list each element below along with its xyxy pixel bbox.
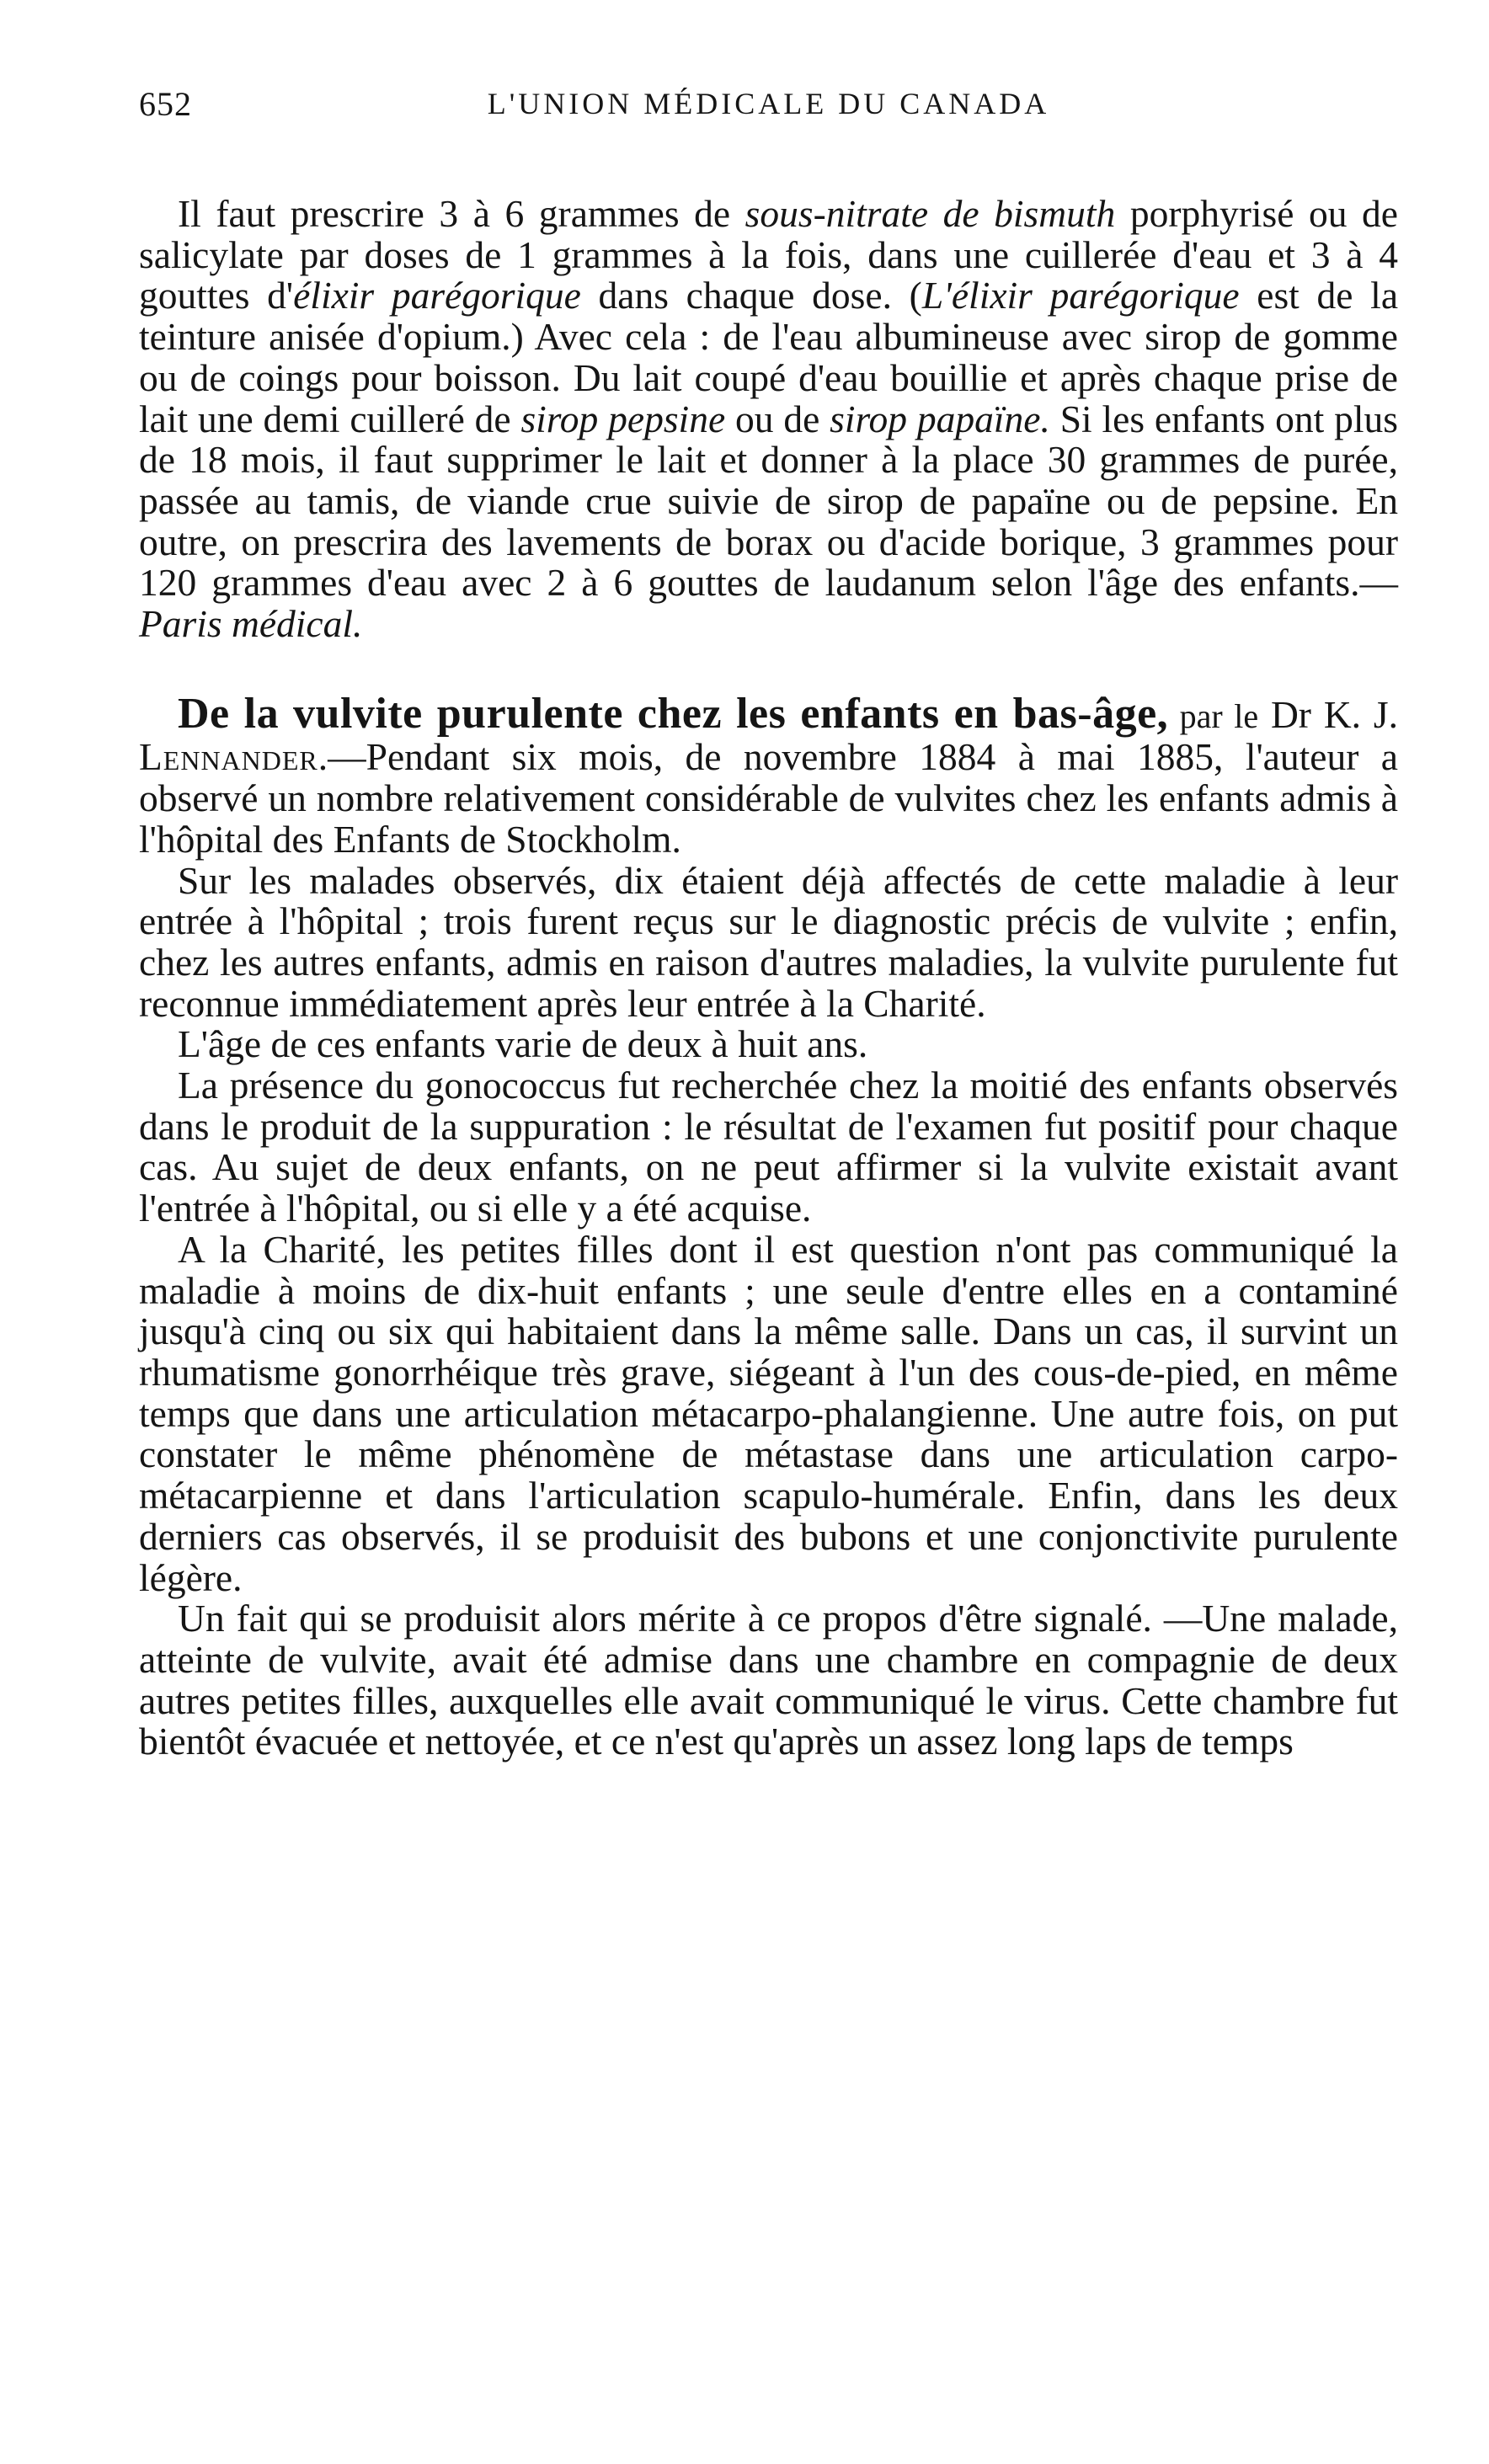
italic-term: sous-nitrate de bismuth (744, 192, 1116, 235)
body-paragraph-2: L'âge de ces enfants varie de deux à huit ans. (178, 1022, 868, 1066)
author-prefix: Dr K. J. (1270, 692, 1399, 736)
source-citation: Paris médical. (139, 602, 363, 646)
text-run: porphyrisé ou de salicylate par doses de 1 grammes à la fois, dans une cuillerée d'eau et 3 à 4 gouttes d' (139, 192, 1399, 317)
text-run: dans chaque dose. ( (580, 274, 922, 317)
body-paragraph-5: Un fait qui se produisit alors mérite à ce propos d'être signalé. —Une malade, atteinte de vulvite, avait été admise dans une chambre en compagnie de deux autres petites filles, auxquelles elle avait communiqué le virus. Cette chambre fut bientôt évacuée et nettoyée, et ce n'est qu'après un assez long laps de temps (139, 1597, 1398, 1763)
body-paragraph-4: A la Charité, les petites filles dont il est question n'ont pas communiqué la maladie à moins de dix-huit enfants ; une seule d'entre elles en a contaminé jusqu'à cinq ou six qui habitaient dans la même salle. Dans un cas, il survint un rhumatisme gonorrhéique très grave, siégeant à l'un des cous-de-pied, en même temps que dans une articulation métacarpo-phalangienne. Une autre fois, on put constater le même phénomène de métastase dans une articulation carpo-métacarpienne et dans l'articulation scapulo-humérale. Enfin, dans les deux derniers cas observés, il se produisit des bubons et une conjonctivite purulente légère. (139, 1227, 1398, 1599)
author-name: Lennander (139, 735, 318, 779)
page-body (139, 194, 1398, 1763)
italic-term: sirop papaïne. (830, 397, 1050, 440)
page-number: 652 (139, 85, 192, 123)
italic-term: sirop pepsine (520, 397, 726, 440)
byline-par-le: par le (1168, 696, 1259, 735)
text-run: est de la teinture anisée d'opium.) Avec cela : de l'eau albumineuse avec sirop de gomme ou de coings pour boisson. Du lait coupé d'eau bouillie et après chaque prise de lait une demi cuilleré de (139, 274, 1399, 440)
body-paragraph-3: La présence du gonococcus fut recherchée chez la moitié des enfants observés dans le produit de la suppuration : le résultat de l'examen fut positif pour chaque cas. Au sujet de deux enfants, on ne peut affirmer si la vulvite existait avant l'entrée à l'hôpital, ou si elle y a été acquise. (139, 1064, 1398, 1230)
body-paragraph-1: Sur les malades observés, dix étaient déjà affectés de cette maladie à leur entrée à l'hôpital ; trois furent reçus sur le diagnostic précis de vulvite ; enfin, chez les autres enfants, admis en raison d'autres maladies, la vulvite purulente fut reconnue immédiatement après leur entrée à la Charité. (139, 858, 1398, 1025)
journal-title: L'UNION MÉDICALE DU CANADA (487, 87, 1050, 120)
italic-term: L'élixir parégorique (921, 274, 1240, 317)
text-run: ou de (725, 397, 830, 440)
running-header (139, 84, 1398, 135)
prescription-paragraph (139, 194, 1398, 645)
article-lead-paragraph (139, 689, 1399, 861)
italic-term: élixir parégorique (293, 274, 581, 317)
article-title: De la vulvite purulente chez les enfants en bas-âge, (178, 689, 1169, 738)
text-run: Si les enfants ont plus de 18 mois, il faut supprimer le lait et donner à la place 30 grammes de purée, passée au tamis, de viande crue suivie de sirop de papaïne ou de pepsine. En outre, on prescrira des lavements de borax ou d'acide borique, 3 grammes pour 120 grammes d'eau avec 2 à 6 gouttes de laudanum selon l'âge des enfants.— (139, 397, 1399, 605)
article-lead-text: .—Pendant six mois, de novembre 1884 à mai 1885, l'auteur a observé un nombre relativement considérable de vulvites chez les enfants admis à l'hôpital des Enfants de Stockholm. (139, 735, 1398, 861)
text-run: Il faut prescrire 3 à 6 grammes de (178, 192, 745, 235)
